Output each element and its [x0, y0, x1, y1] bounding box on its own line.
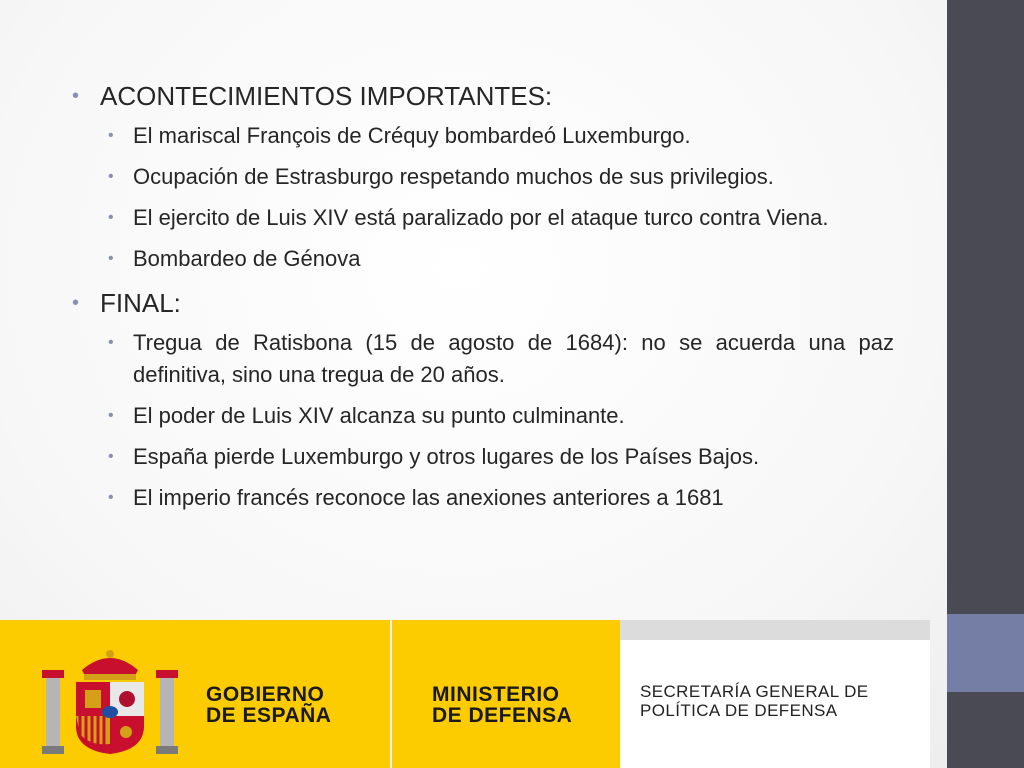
bullet-icon: • [108, 127, 114, 144]
bullet-icon: • [108, 250, 114, 267]
list-item [100, 327, 894, 391]
bullet-icon: • [108, 209, 114, 226]
bullet-list [72, 78, 894, 514]
gobierno-de-espana-label: GOBIERNO DE ESPAÑA [206, 683, 332, 727]
list-item [100, 243, 894, 275]
list-item [100, 202, 894, 234]
list-item-text: España pierde Luxemburgo y otros lugares de los Países Bajos. [133, 444, 760, 469]
list-item-text: El imperio francés reconoce las anexiones anteriores a 1681 [133, 485, 724, 510]
bullet-icon: • [108, 168, 114, 185]
list-item [100, 441, 894, 473]
logo-divider [390, 620, 392, 768]
bullet-icon: • [72, 85, 80, 107]
footer-logo-banner [0, 620, 930, 768]
list-item-text: El ejercito de Luis XIV está paralizado por el ataque turco contra Viena. [133, 205, 829, 230]
secretaria-general-label: SECRETARÍA GENERAL DE POLÍTICA DE DEFENSA [640, 682, 869, 720]
sidebar-accent-block [947, 614, 1024, 692]
ministerio-de-defensa-label: MINISTERIO DE DEFENSA [432, 683, 573, 727]
list-item-text: Tregua de Ratisbona (15 de agosto de 1684): no se acuerda una paz definitiva, sino una tregua de 20 años. [133, 330, 894, 387]
list-item-text: El poder de Luis XIV alcanza su punto culminante. [133, 403, 625, 428]
slide-content [72, 78, 894, 524]
bullet-icon: • [108, 334, 114, 351]
list-item [100, 400, 894, 432]
secretaria-top-band [620, 620, 930, 640]
list-item [100, 161, 894, 193]
bullet-icon: • [108, 407, 114, 424]
list-item-text: El mariscal François de Créquy bombardeó Luxemburgo. [133, 123, 691, 148]
coat-of-arms-icon [40, 648, 180, 758]
right-sidebar-band [947, 0, 1024, 768]
bullet-icon: • [72, 292, 80, 314]
list-item [100, 482, 894, 514]
list-item-text: Ocupación de Estrasburgo respetando muchos de sus privilegios. [133, 164, 774, 189]
bullet-icon: • [108, 448, 114, 465]
section-heading: FINAL: [100, 288, 181, 318]
section-final [72, 285, 894, 514]
section-heading: ACONTECIMIENTOS IMPORTANTES: [100, 81, 553, 111]
bullet-icon: • [108, 489, 114, 506]
list-item-text: Bombardeo de Génova [133, 246, 361, 271]
sub-bullet-list [100, 327, 894, 514]
list-item [100, 120, 894, 152]
section-acontecimientos [72, 78, 894, 275]
sub-bullet-list [100, 120, 894, 275]
